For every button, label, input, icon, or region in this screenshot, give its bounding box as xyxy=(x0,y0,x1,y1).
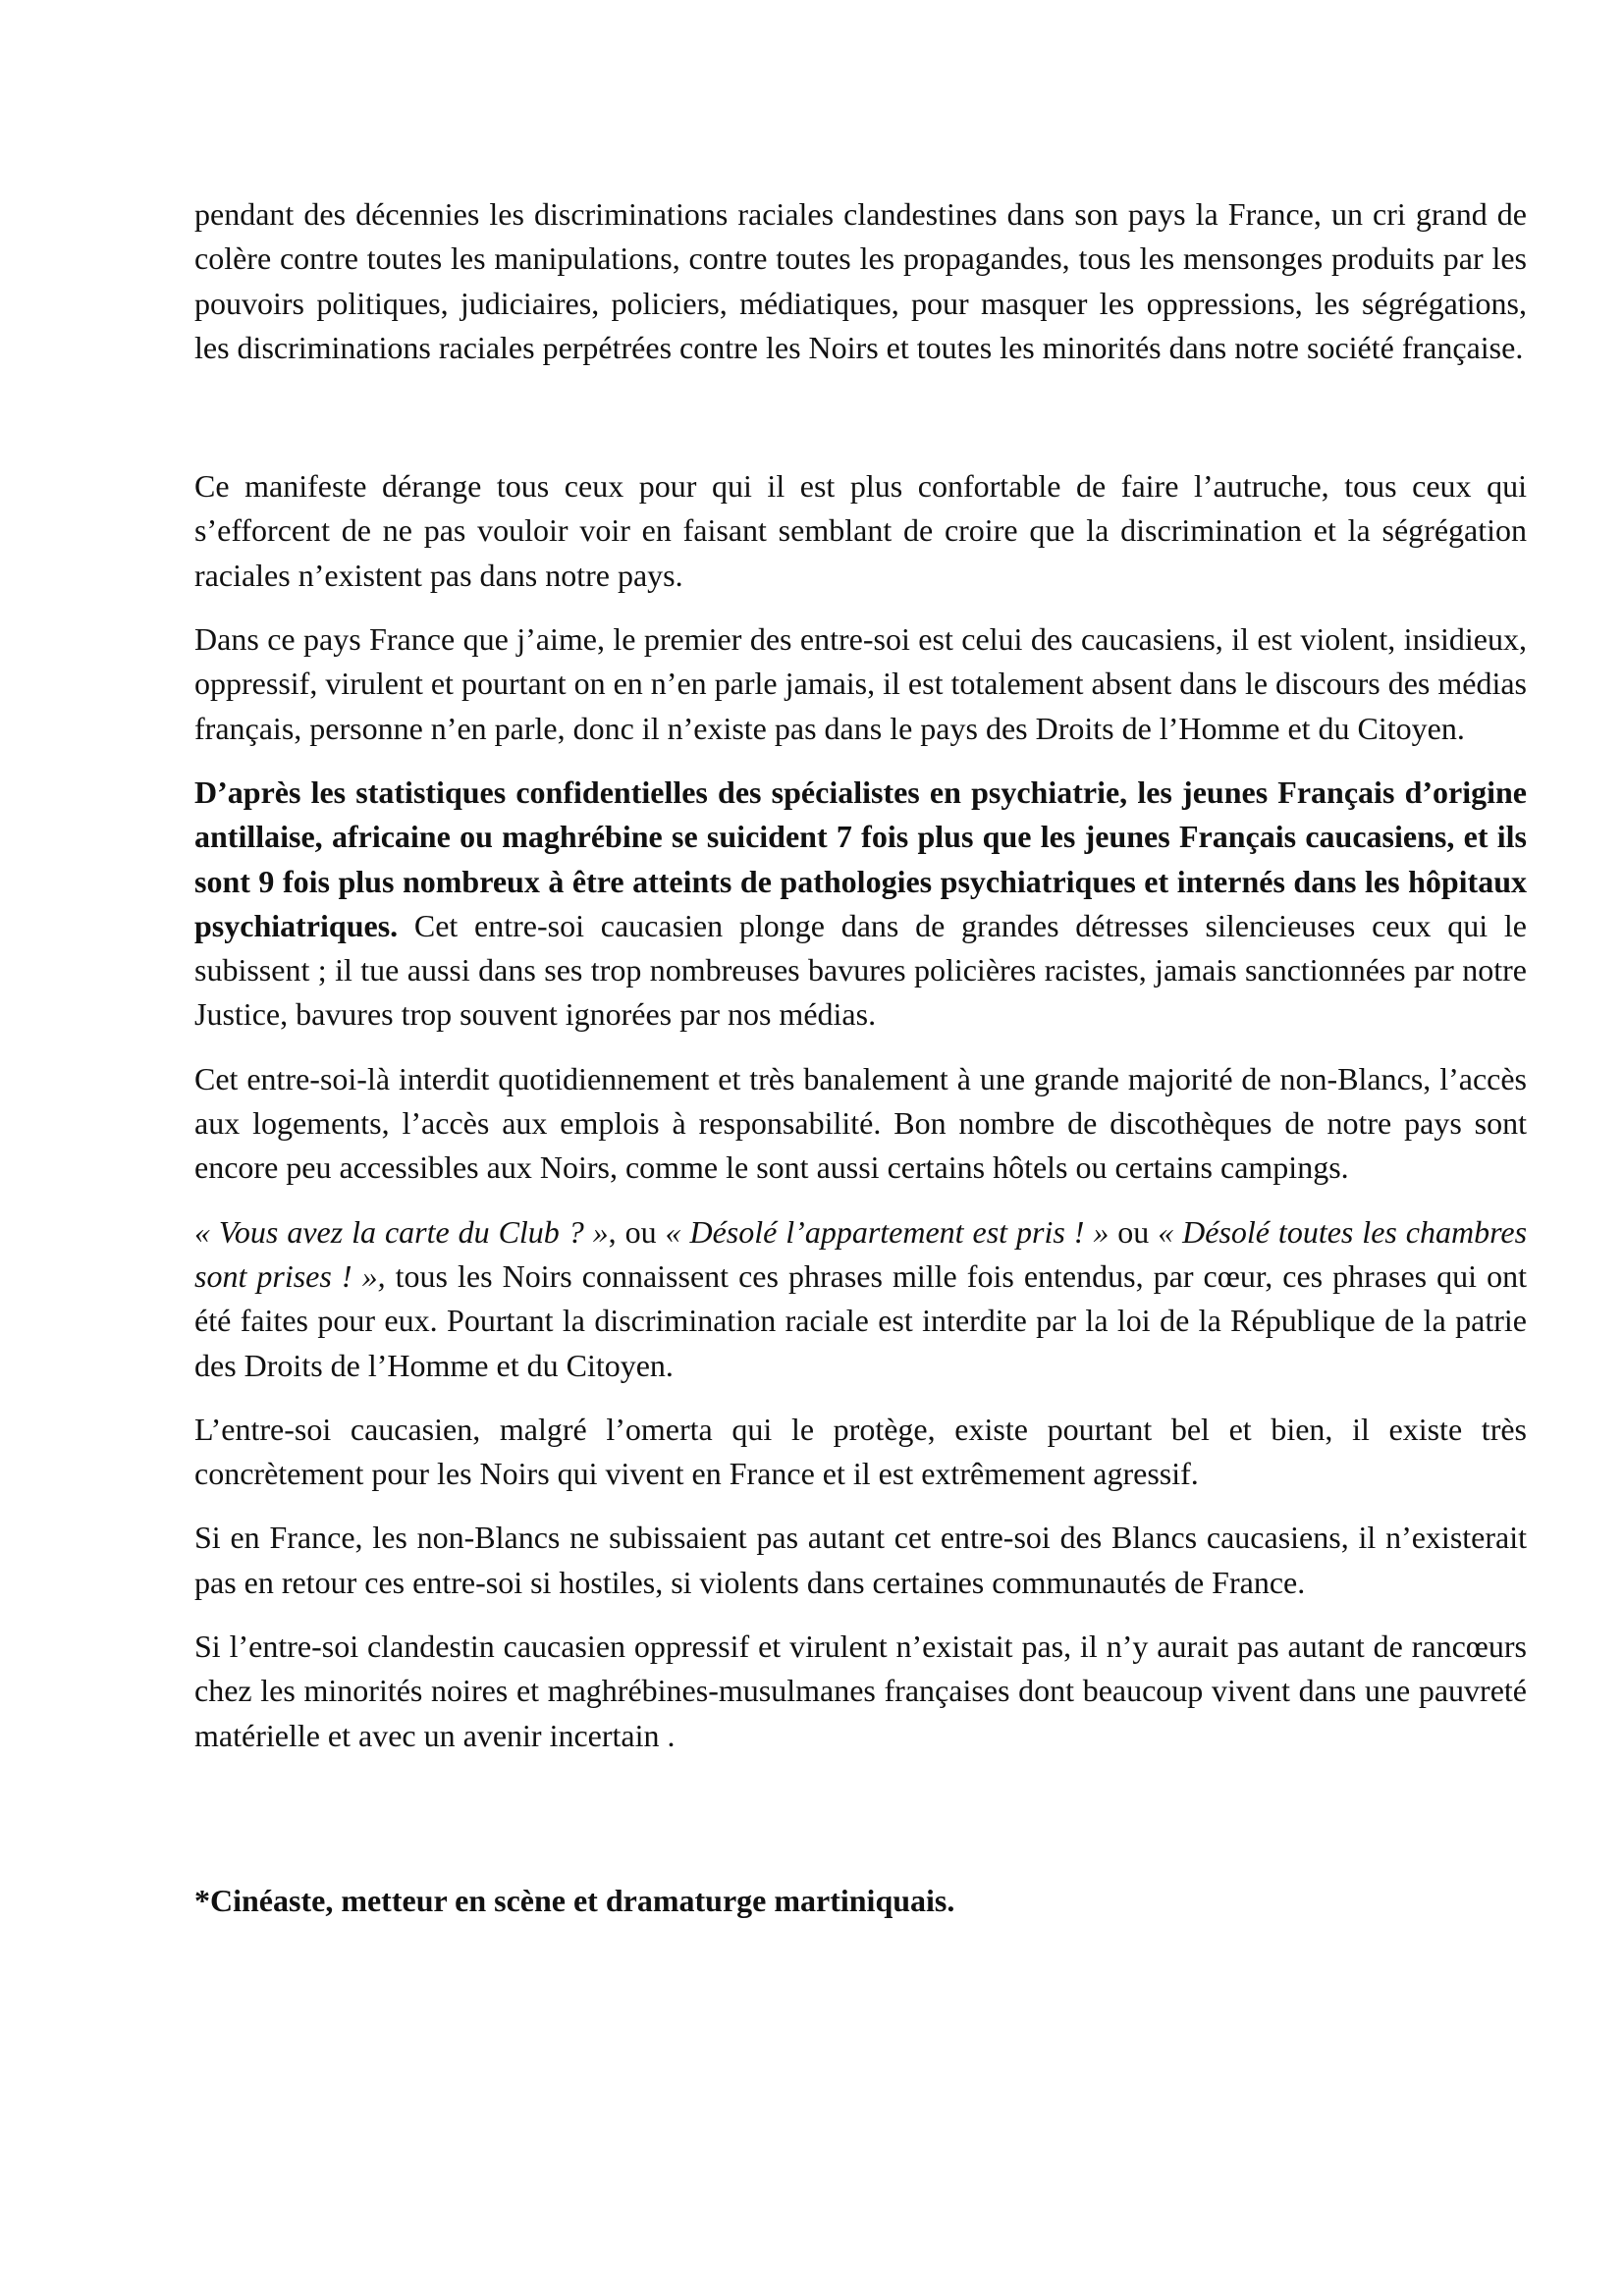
paragraph-6-connector-2: ou xyxy=(1109,1213,1159,1250)
paragraph-4-bold-statement: D’après les statistiques confidentielles des spécialistes en psychiatrie, les jeunes Français d’origine antillaise, africaine ou maghrébine se suicident 7 fois plus que les jeunes Français caucasiens, et ils sont 9 fois plus nombreux à être atteints de pathologies psychiatriques et internés dans les hôpitaux psychiatriques. xyxy=(194,774,1527,943)
author-footnote: *Cinéaste, metteur en scène et dramaturge martiniquais. xyxy=(194,1882,955,1918)
paragraph-2: Ce manifeste dérange tous ceux pour qui il est plus confortable de faire l’autruche, tous ceux qui s’efforcent de ne pas vouloir voir en faisant semblant de croire que la discrimination et la ségrégation raciales n’existent pas dans notre pays. xyxy=(194,468,1527,593)
paragraph-9: Si l’entre-soi clandestin caucasien oppressif et virulent n’existait pas, il n’y aurait pas autant de rancœurs chez les minorités noires et maghrébines-musulmanes françaises dont beaucoup vivent dans une pauvreté matérielle et avec un avenir incertain . xyxy=(194,1629,1527,1753)
document-page xyxy=(194,192,1527,1923)
quote-apartment-taken: « Désolé l’appartement est pris ! » xyxy=(665,1213,1110,1250)
paragraph-3: Dans ce pays France que j’aime, le premier des entre-soi est celui des caucasiens, il est violent, insidieux, oppressif, virulent et pourtant on en n’en parle jamais, il est totalement absent dans le discours des médias français, personne n’en parle, donc il n’existe pas dans le pays des Droits de l’Homme et du Citoyen. xyxy=(194,621,1527,746)
paragraph-6-connector-1: , ou xyxy=(608,1213,666,1250)
paragraph-7: L’entre-soi caucasien, malgré l’omerta qui le protège, existe pourtant bel et bien, il existe très concrètement pour les Noirs qui vivent en France et il est extrêmement agressif. xyxy=(194,1411,1527,1492)
paragraph-1: pendant des décennies les discriminations raciales clandestines dans son pays la France, un cri grand de colère contre toutes les manipulations, contre toutes les propagandes, tous les mensonges produits par les pouvoirs politiques, judiciaires, policiers, médiatiques, pour masquer les oppressions, les ségrégations, les discriminations raciales perpétrées contre les Noirs et toutes les minorités dans notre société française. xyxy=(194,196,1527,365)
paragraph-8: Si en France, les non-Blancs ne subissaient pas autant cet entre-soi des Blancs caucasiens, il n’existerait pas en retour ces entre-soi si hostiles, si violents dans certaines communautés de France. xyxy=(194,1520,1527,1600)
paragraph-5: Cet entre-soi-là interdit quotidiennement et très banalement à une grande majorité de non-Blancs, l’accès aux logements, l’accès aux emplois à responsabilité. Bon nombre de discothèques de notre pays sont encore peu accessibles aux Noirs, comme le sont aussi certains hôtels ou certains campings. xyxy=(194,1060,1527,1186)
paragraph-4-rest: Cet entre-soi caucasien plonge dans de grandes détresses silencieuses ceux qui le subissent ; il tue aussi dans ses trop nombreuses bavures policières racistes, jamais sanctionnées par notre Justice, bavures trop souvent ignorées par nos médias. xyxy=(194,907,1527,1033)
paragraph-6-rest: tous les Noirs connaissent ces phrases mille fois entendus, par cœur, ces phrases qui ont été faites pour eux. Pourtant la discrimination raciale est interdite par la loi de la République de la patrie des Droits de l’Homme et du Citoyen. xyxy=(194,1257,1527,1383)
paragraph-6 xyxy=(194,1210,1527,1388)
quote-club-card: « Vous avez la carte du Club ? » xyxy=(194,1213,609,1250)
quote-rooms-taken: « Désolé toutes les chambres sont prises ! », xyxy=(194,1213,1528,1294)
paragraph-4 xyxy=(194,771,1527,1038)
